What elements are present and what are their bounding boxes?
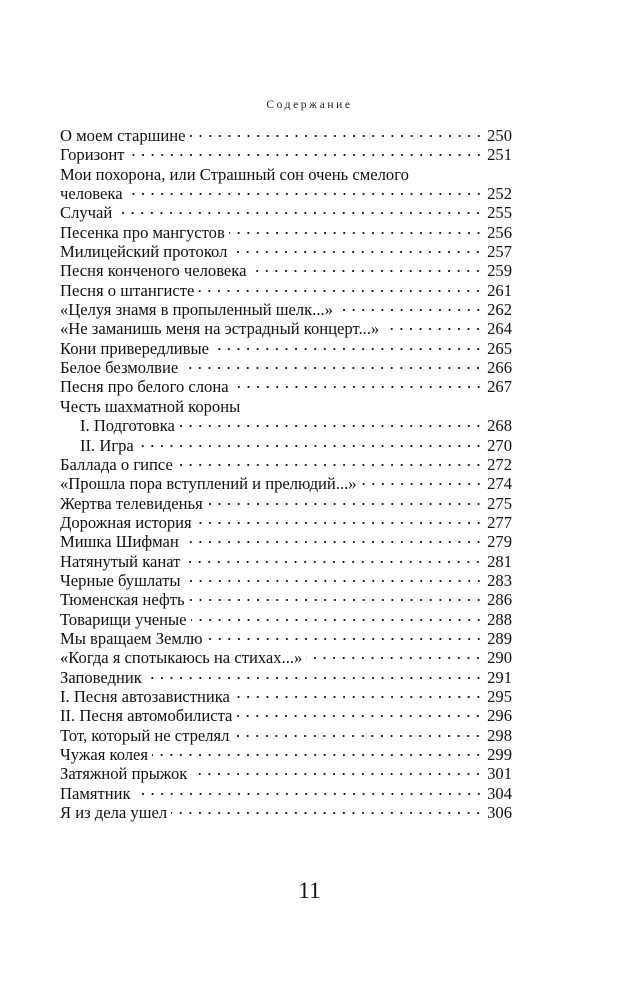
- toc-entry: [60, 629, 512, 648]
- dot-leader: [191, 773, 483, 775]
- toc-entry-title: Случай: [60, 203, 113, 223]
- dot-leader: [116, 212, 483, 214]
- toc-entry-title: II. Песня автомобилиста: [60, 706, 233, 726]
- toc-entry-page: 257: [487, 242, 512, 262]
- toc-entry-title: «Прошла пора вступлений и прелюдий...»: [60, 474, 357, 494]
- dot-leader: [233, 386, 484, 388]
- toc-entry: [60, 668, 512, 687]
- toc-heading: Содержание: [266, 99, 353, 111]
- toc-entry-page: 262: [487, 300, 512, 320]
- dot-leader: [135, 793, 484, 795]
- toc-entry-title: Я из дела ушел: [60, 803, 168, 823]
- toc-entry-page: 268: [487, 416, 512, 436]
- dot-leader: [179, 425, 483, 427]
- toc-entry-title: Горизонт: [60, 145, 125, 165]
- toc-entry-title: Кони привередливые: [60, 338, 210, 358]
- page-number: 11: [298, 878, 321, 903]
- toc-entry-page: 255: [487, 203, 512, 223]
- toc-entry-title: человека: [60, 184, 123, 204]
- toc-entry-page: 270: [487, 435, 512, 455]
- toc-entry-title: Чужая колея: [60, 745, 149, 764]
- toc-entry-title: Заповедник: [60, 667, 142, 687]
- toc-entry: [60, 223, 512, 242]
- toc-entry-page: 251: [487, 145, 512, 165]
- toc-entry-page: 265: [487, 338, 512, 358]
- dot-leader: [198, 290, 483, 292]
- toc-entry-title: Белое безмолвие: [60, 358, 179, 378]
- dot-leader: [233, 735, 483, 737]
- toc-entry-title: Мишка Шифман: [60, 532, 179, 552]
- dot-leader: [146, 677, 483, 679]
- toc-entry-title: Черные бушлаты: [60, 570, 181, 590]
- toc-entry: [60, 474, 512, 493]
- dot-leader: [171, 812, 483, 814]
- toc-entry-page: 272: [487, 454, 512, 474]
- toc-entry: [60, 455, 512, 474]
- toc-entry-title: Честь шахматной короны: [60, 396, 241, 416]
- toc-entry: [60, 552, 512, 571]
- toc-entry-title: «Когда я спотыкаюсь на стихах...»: [60, 648, 303, 668]
- toc-entry-title: Тюменская нефть: [60, 590, 185, 610]
- toc-entry-page: 275: [487, 493, 512, 513]
- toc-entry: [60, 610, 512, 629]
- toc-entry-page: 291: [487, 667, 512, 687]
- dot-leader: [191, 619, 484, 621]
- toc-entry: [60, 571, 512, 590]
- toc-entry-page: 281: [487, 551, 512, 571]
- toc-entry-page: 266: [487, 358, 512, 378]
- dot-leader: [306, 657, 483, 659]
- toc-entry-title: I. Подготовка: [80, 416, 175, 436]
- table-of-contents: [60, 126, 512, 822]
- toc-entry: [60, 261, 512, 280]
- toc-entry: [60, 126, 512, 145]
- dot-leader: [190, 135, 484, 137]
- dot-leader: [234, 696, 483, 698]
- toc-entry: [60, 745, 512, 764]
- dot-leader: [184, 561, 483, 563]
- toc-entry: [60, 145, 512, 164]
- toc-entry-title: Песня конченого человека: [60, 261, 247, 281]
- toc-entry: [60, 784, 512, 803]
- toc-entry: [60, 687, 512, 706]
- dot-leader: [383, 328, 483, 330]
- toc-entry-title: Тот, который не стрелял: [60, 725, 230, 745]
- toc-entry-title: Памятник: [60, 783, 131, 803]
- toc-entry: [60, 726, 512, 745]
- toc-entry: [60, 358, 512, 377]
- toc-entry: [60, 165, 512, 184]
- dot-leader: [250, 270, 483, 272]
- toc-entry: [60, 513, 512, 532]
- toc-entry: [60, 590, 512, 609]
- toc-entry-page: 306: [487, 803, 512, 823]
- dot-leader: [361, 483, 484, 485]
- dot-leader: [196, 522, 483, 524]
- toc-entry: [60, 281, 512, 300]
- toc-entry: [60, 648, 512, 667]
- dot-leader: [213, 348, 483, 350]
- dot-leader: [182, 367, 483, 369]
- toc-entry-title: «Не заманишь меня на эстрадный концерт...»: [60, 319, 380, 339]
- toc-entry-page: 256: [487, 222, 512, 242]
- toc-entry-page: 274: [487, 474, 512, 494]
- toc-entry-page: 286: [487, 590, 512, 610]
- toc-entry-page: 261: [487, 280, 512, 300]
- toc-entry-title: Мои похорона, или Страшный сон очень смелого: [60, 164, 409, 184]
- toc-entry-title: О моем старшине: [60, 126, 186, 145]
- dot-leader: [337, 309, 483, 311]
- toc-entry: [60, 203, 512, 222]
- toc-entry-title: Затяжной прыжок: [60, 764, 188, 784]
- dot-leader: [152, 754, 483, 756]
- dot-leader: [177, 464, 483, 466]
- toc-entry-page: 259: [487, 261, 512, 281]
- toc-entry: [60, 300, 512, 319]
- toc-entry-title: Жертва телевиденья: [60, 493, 203, 513]
- toc-entry: [60, 377, 512, 396]
- toc-entry-page: 295: [487, 686, 512, 706]
- dot-leader: [185, 580, 484, 582]
- dot-leader: [231, 251, 483, 253]
- toc-entry-page: 252: [487, 184, 512, 204]
- dot-leader: [129, 154, 484, 156]
- toc-entry: [60, 339, 512, 358]
- toc-entry: [60, 397, 512, 416]
- toc-entry-page: 267: [487, 377, 512, 397]
- dot-leader: [236, 715, 483, 717]
- toc-entry-title: Песня о штангисте: [60, 280, 195, 300]
- dot-leader: [127, 193, 484, 195]
- toc-entry-title: Баллада о гипсе: [60, 454, 173, 474]
- toc-entry-page: 277: [487, 512, 512, 532]
- toc-entry-page: 298: [487, 725, 512, 745]
- toc-entry: [60, 764, 512, 783]
- dot-leader: [138, 445, 483, 447]
- toc-entry-title: Песня про белого слона: [60, 377, 229, 397]
- toc-entry-title: Товарищи ученые: [60, 609, 187, 629]
- toc-entry-page: 301: [487, 764, 512, 784]
- toc-entry-title: II. Игра: [80, 435, 134, 455]
- toc-entry-page: 283: [487, 570, 512, 590]
- dot-leader: [229, 232, 483, 234]
- toc-entry-page: 279: [487, 532, 512, 552]
- toc-entry-title: Мы вращаем Землю: [60, 628, 203, 648]
- toc-entry: [60, 494, 512, 513]
- toc-entry-title: Милицейский протокол: [60, 242, 228, 262]
- dot-leader: [189, 599, 484, 601]
- toc-entry-page: 296: [487, 706, 512, 726]
- dot-leader: [183, 541, 483, 543]
- toc-entry-title: I. Песня автозавистника: [60, 686, 230, 706]
- toc-entry-title: «Целуя знамя в пропыленный шелк...»: [60, 300, 333, 320]
- toc-entry-page: 290: [487, 648, 512, 668]
- toc-entry-title: Дорожная история: [60, 512, 192, 532]
- toc-entry-page: 289: [487, 628, 512, 648]
- toc-entry-title: Натянутый канат: [60, 551, 181, 571]
- toc-entry-page: 288: [487, 609, 512, 629]
- toc-entry-page: 264: [487, 319, 512, 339]
- toc-entry-title: Песенка про мангустов: [60, 222, 225, 242]
- toc-entry-page: 299: [487, 745, 512, 764]
- toc-entry-page: 304: [487, 783, 512, 803]
- dot-leader: [207, 638, 484, 640]
- toc-entry: [60, 184, 512, 203]
- toc-subentry: [60, 416, 512, 435]
- dot-leader: [207, 503, 483, 505]
- toc-entry: [60, 706, 512, 725]
- toc-subentry: [60, 436, 512, 455]
- toc-entry: [60, 319, 512, 338]
- toc-entry-page: 250: [487, 126, 512, 145]
- toc-entry: [60, 803, 512, 822]
- toc-entry: [60, 242, 512, 261]
- toc-entry: [60, 532, 512, 551]
